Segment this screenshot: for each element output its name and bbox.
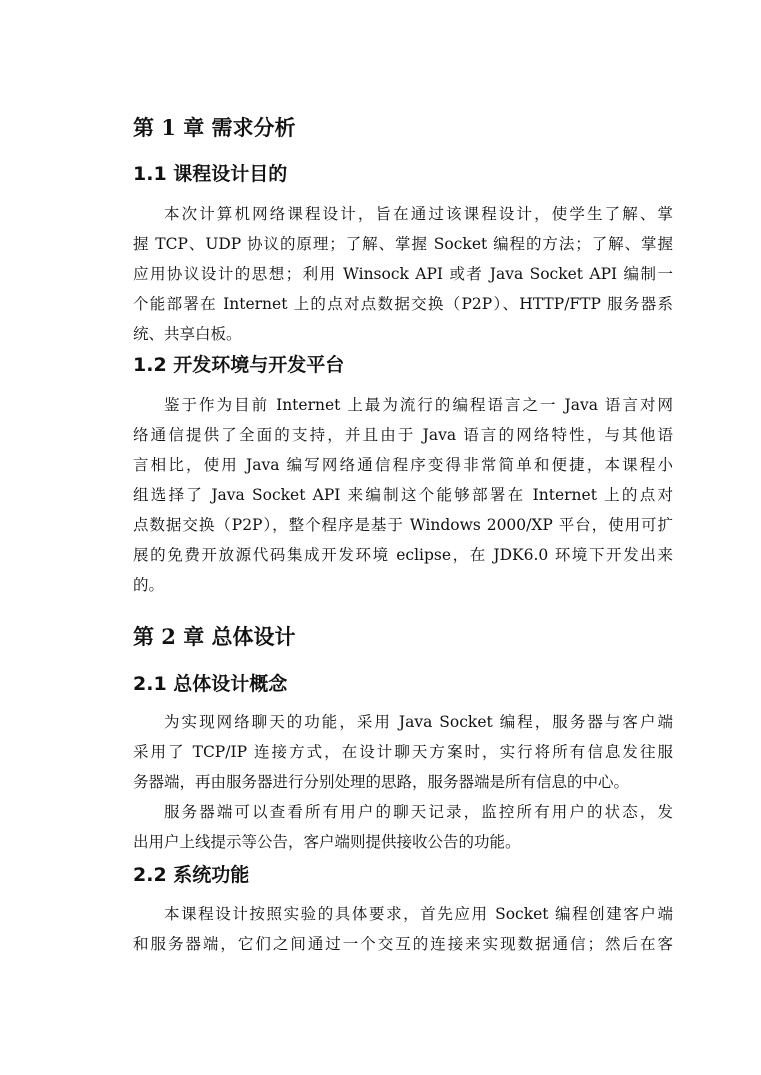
- section-1-2-paragraph: [133, 390, 673, 600]
- section-2-2-paragraph: [133, 899, 673, 959]
- paragraph-line: 个能部署在 Internet 上的点对点数据交换（P2P）、HTTP/FTP 服务器系: [133, 295, 673, 313]
- paragraph-line: 本次计算机网络课程设计，旨在通过该课程设计，使学生了解、掌: [164, 205, 673, 223]
- section-1-1-title: 1.1 课程设计目的: [133, 163, 288, 185]
- paragraph-line: 的。: [133, 576, 165, 594]
- paragraph-line: 出用户上线提示等公告，客户端则提供接收公告的功能。: [133, 833, 521, 851]
- section-2-1-paragraph-2: [133, 797, 673, 857]
- paragraph-line: 服务器端可以查看所有用户的聊天记录，监控所有用户的状态，发: [164, 803, 673, 821]
- paragraph-line: 和服务器端，它们之间通过一个交互的连接来实现数据通信；然后在客: [133, 935, 673, 953]
- paragraph-line: 采用了 TCP/IP 连接方式，在设计聊天方案时，实行将所有信息发往服: [133, 743, 673, 761]
- section-1-1-paragraph: [133, 199, 673, 349]
- paragraph-line: 统、共享白板。: [133, 325, 242, 343]
- paragraph-line: 应用协议设计的思想；利用 Winsock API 或者 Java Socket API 编制一: [133, 265, 673, 283]
- section-1-2-title: 1.2 开发环境与开发平台: [133, 354, 345, 376]
- paragraph-line: 展的免费开放源代码集成开发环境 eclipse，在 JDK6.0 环境下开发出来: [133, 546, 673, 564]
- paragraph-line: 点数据交换（P2P），整个程序是基于 Windows 2000/XP 平台，使用可扩: [133, 516, 673, 534]
- paragraph-line: 鉴于作为目前 Internet 上最为流行的编程语言之一 Java 语言对网: [164, 396, 673, 414]
- chapter-2-title: 第 2 章 总体设计: [133, 624, 296, 649]
- paragraph-line: 组选择了 Java Socket API 来编制这个能够部署在 Internet 上的点对: [133, 486, 673, 504]
- section-2-1-paragraph-1: [133, 707, 673, 797]
- chapter-1-title: 第 1 章 需求分析: [133, 115, 296, 140]
- paragraph-line: 握 TCP、UDP 协议的原理；了解、掌握 Socket 编程的方法；了解、掌握: [133, 235, 673, 253]
- section-2-1-title: 2.1 总体设计概念: [133, 673, 288, 695]
- paragraph-line: 务器端，再由服务器进行分别处理的思路，服务器端是所有信息的中心。: [133, 773, 630, 791]
- paragraph-line: 络通信提供了全面的支持，并且由于 Java 语言的网络特性，与其他语: [133, 426, 673, 444]
- paragraph-line: 本课程设计按照实验的具体要求，首先应用 Socket 编程创建客户端: [164, 905, 673, 923]
- section-2-2-title: 2.2 系统功能: [133, 864, 250, 886]
- paragraph-line: 为实现网络聊天的功能，采用 Java Socket 编程，服务器与客户端: [164, 713, 673, 731]
- paragraph-line: 言相比，使用 Java 编写网络通信程序变得非常简单和便捷，本课程小: [133, 456, 673, 474]
